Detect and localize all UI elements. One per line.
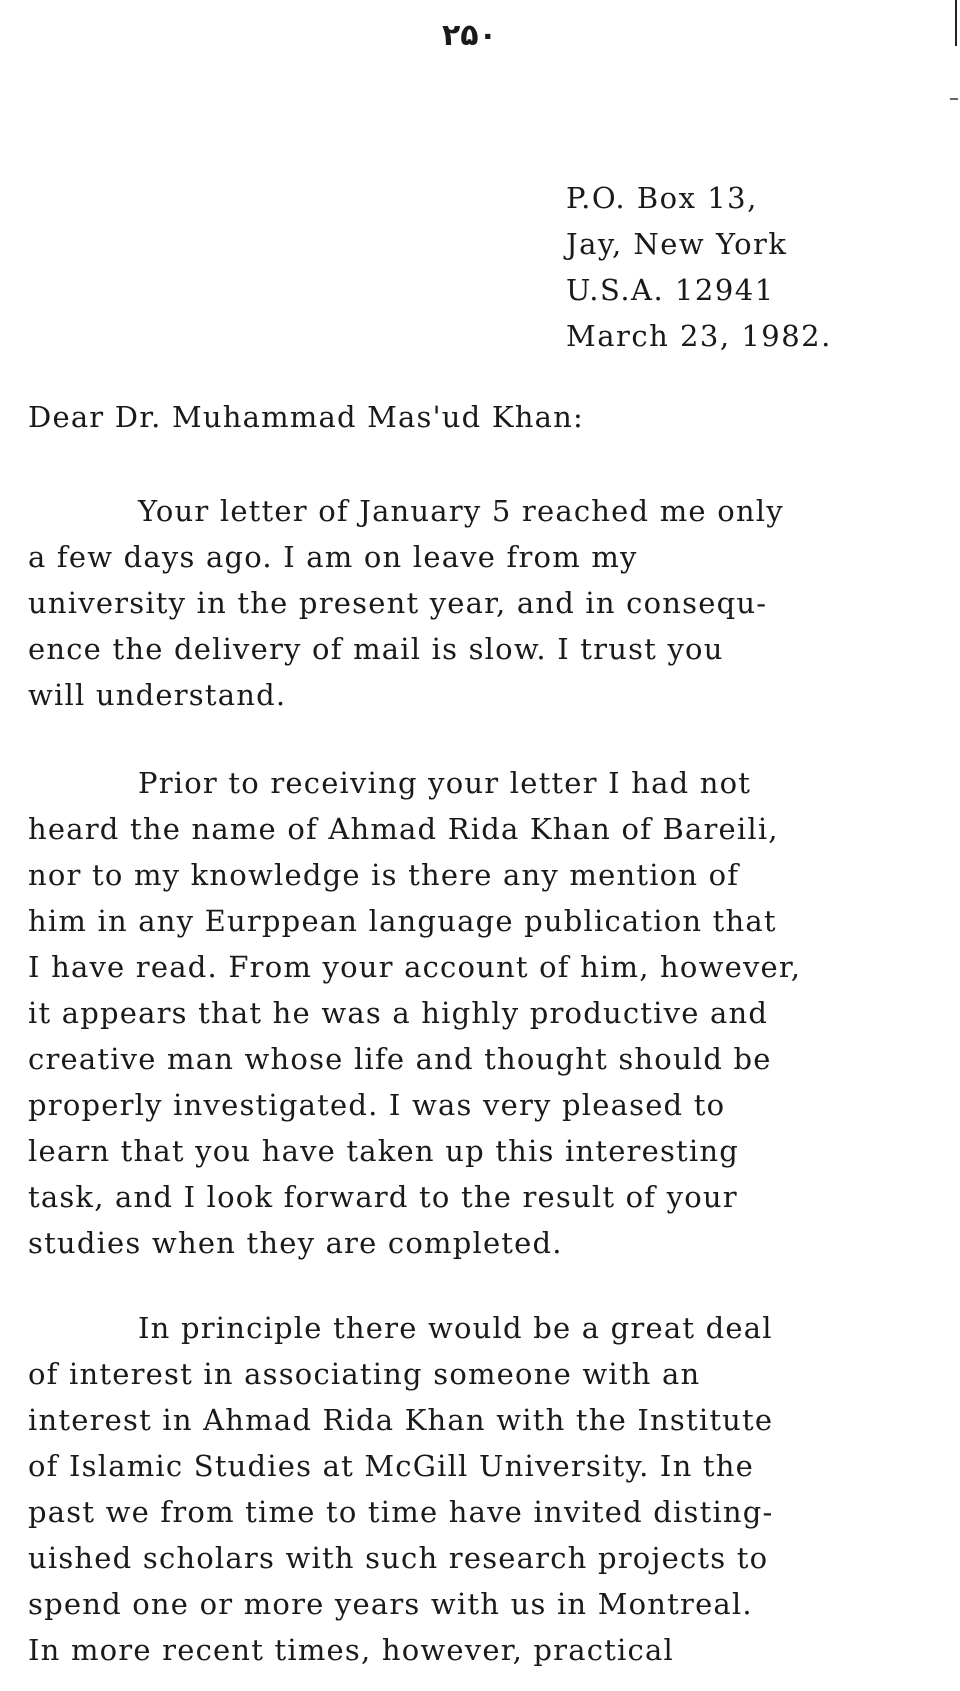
sender-address (566, 175, 832, 359)
paragraph-line: interest in Ahmad Rida Khan with the Institute (28, 1403, 774, 1437)
paragraph-line: In principle there would be a great deal (138, 1311, 773, 1345)
page-edge-tick (950, 98, 958, 100)
paragraph-line: creative man whose life and thought should be (28, 1042, 772, 1076)
letter-date: March 23, 1982. (566, 319, 832, 353)
paragraph-line: studies when they are completed. (28, 1226, 563, 1260)
paragraph-line: I have read. From your account of him, however, (28, 950, 802, 984)
paragraph-line: learn that you have taken up this interesting (28, 1134, 740, 1168)
paragraph-line: properly investigated. I was very pleased to (28, 1088, 726, 1122)
address-line: Jay, New York (566, 227, 788, 261)
paragraph-line: heard the name of Ahmad Rida Khan of Bareili, (28, 812, 779, 846)
page-number: ۲۵۰ (442, 18, 497, 53)
paragraph-2 (28, 760, 801, 1266)
paragraph-1 (28, 488, 784, 718)
address-line: P.O. Box 13, (566, 181, 758, 215)
paragraph-line: of Islamic Studies at McGill University. In the (28, 1449, 754, 1483)
address-line: U.S.A. 12941 (566, 273, 775, 307)
paragraph-line: ence the delivery of mail is slow. I trust you (28, 632, 724, 666)
paragraph-line: a few days ago. I am on leave from my (28, 540, 638, 574)
paragraph-line: task, and I look forward to the result of your (28, 1180, 738, 1214)
paragraph-line: him in any Eurppean language publication that (28, 904, 777, 938)
paragraph-line: university in the present year, and in consequ- (28, 586, 768, 620)
paragraph-line: In more recent times, however, practical (28, 1633, 674, 1667)
paragraph-line: will understand. (28, 678, 287, 712)
salutation: Dear Dr. Muhammad Mas'ud Khan: (28, 400, 584, 434)
paragraph-line: nor to my knowledge is there any mention of (28, 858, 740, 892)
paragraph-line: spend one or more years with us in Montreal. (28, 1587, 753, 1621)
paragraph-line: Your letter of January 5 reached me only (138, 494, 784, 528)
paragraph-line: uished scholars with such research projects to (28, 1541, 769, 1575)
paragraph-3 (28, 1305, 774, 1673)
paragraph-line: past we from time to time have invited disting- (28, 1495, 774, 1529)
paragraph-line: of interest in associating someone with an (28, 1357, 701, 1391)
paragraph-line: it appears that he was a highly productive and (28, 996, 769, 1030)
paragraph-line: Prior to receiving your letter I had not (138, 766, 752, 800)
page-edge-mark (955, 0, 957, 46)
